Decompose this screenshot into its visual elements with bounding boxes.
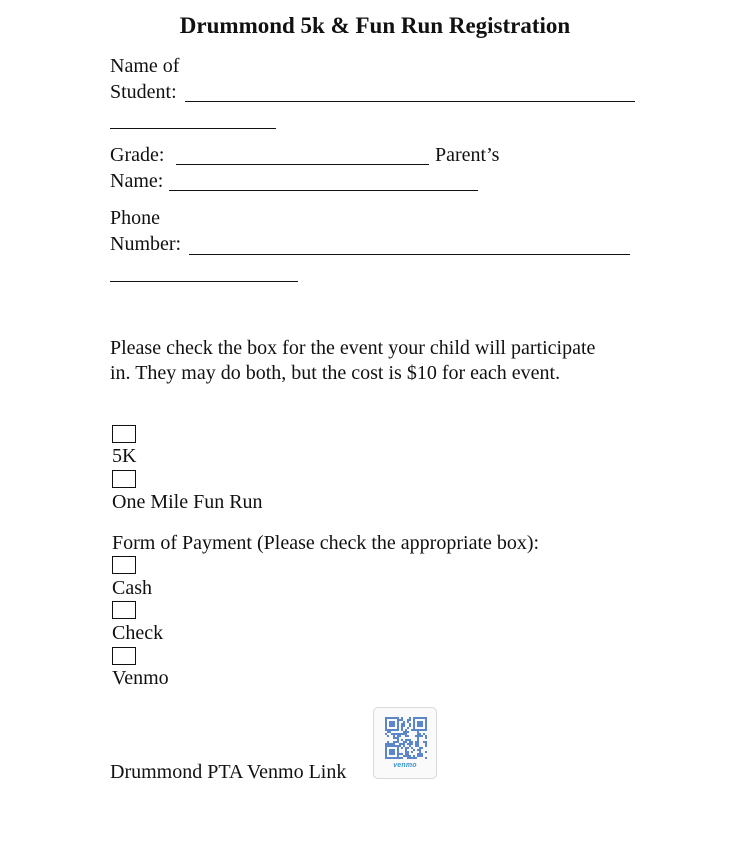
event-5k-checkbox[interactable]	[112, 425, 136, 443]
event-fun-run-checkbox[interactable]	[112, 470, 136, 488]
student-name-label-line1: Name of	[110, 55, 180, 77]
grade-label: Grade:	[110, 144, 165, 166]
venmo-qr-code[interactable]	[373, 707, 437, 779]
phone-label-line2: Number:	[110, 233, 182, 255]
qr-code-icon	[385, 717, 427, 759]
venmo-brand-label: venmo	[393, 762, 417, 769]
student-name-blank-continued[interactable]	[110, 128, 276, 129]
student-name-blank[interactable]	[185, 101, 635, 102]
parent-name-label-line1: Parent’s	[435, 144, 500, 166]
event-instructions: Please check the box for the event your child will participate in. They may do both, but the cost is $10 for each event.	[110, 337, 596, 384]
event-fun-run-label: One Mile Fun Run	[112, 491, 263, 513]
grade-blank[interactable]	[176, 164, 429, 165]
student-name-label-line2: Student:	[110, 81, 177, 103]
event-5k-label: 5K	[112, 445, 137, 467]
phone-number-blank-continued[interactable]	[110, 281, 298, 282]
payment-prompt: Form of Payment (Please check the appropriate box):	[112, 532, 540, 554]
payment-check-label: Check	[112, 622, 164, 644]
parent-name-label-line2: Name:	[110, 170, 164, 192]
phone-number-blank[interactable]	[189, 254, 630, 255]
payment-venmo-checkbox[interactable]	[112, 647, 136, 665]
venmo-link-label: Drummond PTA Venmo Link	[110, 761, 347, 783]
form-title: Drummond 5k & Fun Run Registration	[179, 13, 571, 38]
payment-cash-checkbox[interactable]	[112, 556, 136, 574]
payment-venmo-label: Venmo	[112, 667, 169, 689]
payment-check-checkbox[interactable]	[112, 601, 136, 619]
parent-name-blank[interactable]	[169, 190, 478, 191]
payment-cash-label: Cash	[112, 577, 152, 599]
phone-label-line1: Phone	[110, 207, 160, 229]
